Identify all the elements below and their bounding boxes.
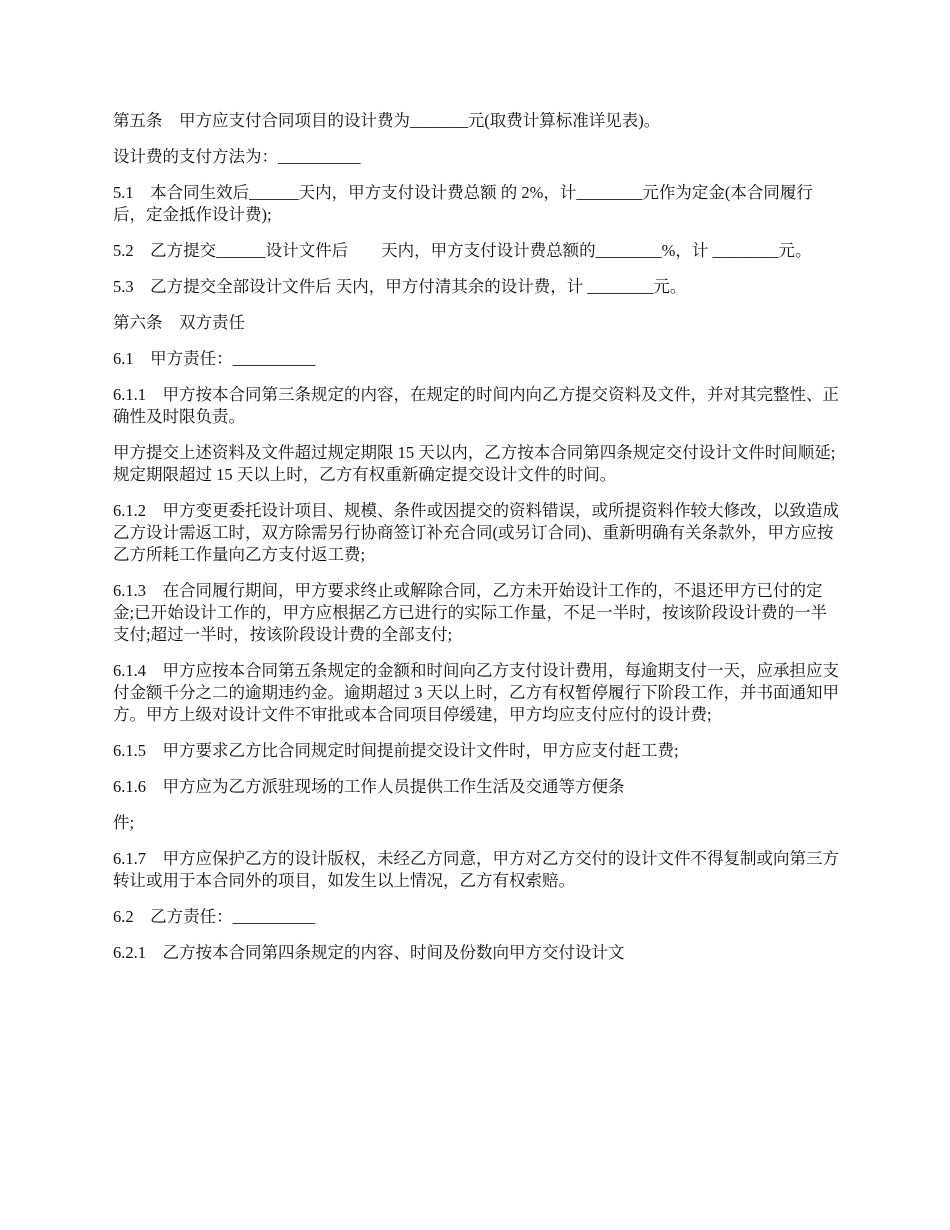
clause-6-2-1: 6.2.1 乙方按本合同第四条规定的内容、时间及份数向甲方交付设计文 (113, 943, 625, 962)
clause-6-1-1-continued: 甲方提交上述资料及文件超过规定期限 15 天以内，乙方按本合同第四条规定交付设计文件时间顺延;规定期限超过 15 天以上时，乙方有权重新确定提交设计文件的时间。 (113, 443, 836, 484)
clause-6-1-1: 6.1.1 甲方按本合同第三条规定的内容，在规定的时间内向乙方提交资料及文件，并对其完整性、正确性及时限负责。 (113, 385, 839, 426)
clause-6-2: 6.2 乙方责任：__________ (113, 907, 316, 926)
document-page (113, 110, 843, 978)
clause-6-1-3: 6.1.3 在合同履行期间，甲方要求终止或解除合同，乙方未开始设计工作的，不退还甲方已付的定金;已开始设计工作的，甲方应根据乙方已进行的实际工作量，不足一半时，按该阶段设计费的一半支付;超过一半时，按该阶段设计费的全部支付; (113, 581, 828, 644)
clause-6-1-7: 6.1.7 甲方应保护乙方的设计版权，未经乙方同意，甲方对乙方交付的设计文件不得复制或向第三方转让或用于本合同外的项目，如发生以上情况，乙方有权索赔。 (113, 849, 839, 890)
clause-6-1-6: 6.1.6 甲方应为乙方派驻现场的工作人员提供工作生活及交通等方便条 (113, 777, 625, 796)
clause-5-1: 5.1 本合同生效后______天内，甲方支付设计费总额 的 2%，计________元作为定金(本合同履行后，定金抵作设计费); (113, 183, 813, 224)
article-6-heading: 第六条 双方责任 (113, 313, 245, 332)
payment-method: 设计费的支付方法为：__________ (113, 147, 361, 166)
clause-6-1-6-continued: 件; (113, 813, 135, 832)
article-5-fee: 第五条 甲方应支付合同项目的设计费为_______元(取费计算标准详见表)。 (113, 111, 661, 130)
clause-6-1-5: 6.1.5 甲方要求乙方比合同规定时间提前提交设计文件时，甲方应支付赶工费; (113, 741, 679, 760)
clause-5-2: 5.2 乙方提交______设计文件后 天内，甲方支付设计费总额的________%，计 ________元。 (113, 241, 812, 260)
clause-6-1: 6.1 甲方责任：__________ (113, 349, 316, 368)
clause-5-3: 5.3 乙方提交全部设计文件后 天内，甲方付清其余的设计费，计 ________元。 (113, 277, 687, 296)
clause-6-1-2: 6.1.2 甲方变更委托设计项目、规模、条件或因提交的资料错误，或所提资料作较大修改，以致造成乙方设计需返工时，双方除需另行协商签订补充合同(或另订合同)、重新明确有关条款外，甲方应按乙方所耗工作量向乙方支付返工费; (113, 501, 839, 564)
clause-6-1-4: 6.1.4 甲方应按本合同第五条规定的金额和时间向乙方支付设计费用，每逾期支付一天，应承担应支付金额千分之二的逾期违约金。逾期超过 3 天以上时，乙方有权暂停履行下阶段工作，并书面通知甲方。甲方上级对设计文件不审批或本合同项目停缓建，甲方均应支付应付的设计费; (113, 661, 839, 724)
